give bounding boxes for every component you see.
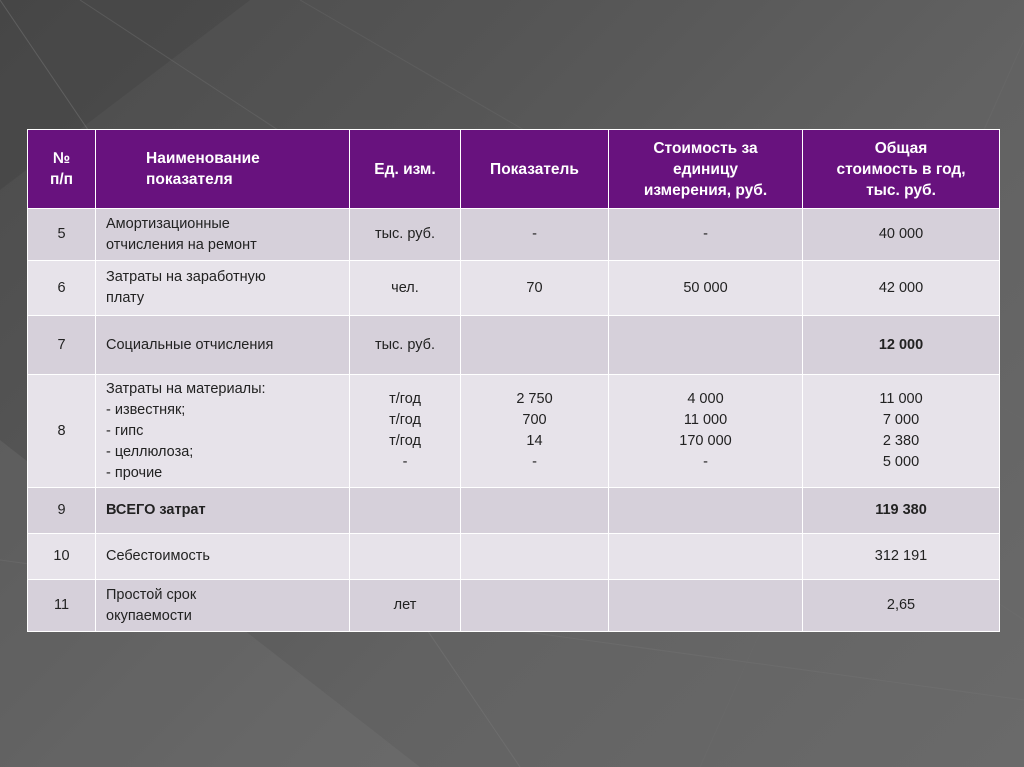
row-num: 10 <box>28 534 96 580</box>
row-name: Простой срок окупаемости <box>96 580 350 632</box>
table-row <box>28 316 1000 375</box>
row-name: Амортизационные отчисления на ремонт <box>96 209 350 261</box>
row-name: ВСЕГО затрат <box>96 488 350 534</box>
row-unit-cost <box>609 488 803 534</box>
row-total: 42 000 <box>803 261 1000 316</box>
header-value: Показатель <box>461 130 609 209</box>
header-unit: Ед. изм. <box>350 130 461 209</box>
row-num: 11 <box>28 580 96 632</box>
row-total: 2,65 <box>803 580 1000 632</box>
row-unit-cost: - <box>609 209 803 261</box>
row-unit-cost <box>609 534 803 580</box>
cost-table <box>27 129 1000 632</box>
table-row <box>28 209 1000 261</box>
row-value <box>461 580 609 632</box>
row-total: 40 000 <box>803 209 1000 261</box>
row-num: 8 <box>28 375 96 488</box>
row-num: 5 <box>28 209 96 261</box>
header-num: № п/п <box>28 130 96 209</box>
row-unit <box>350 488 461 534</box>
row-unit: т/год т/год т/год - <box>350 375 461 488</box>
row-value: 70 <box>461 261 609 316</box>
row-unit-cost: 50 000 <box>609 261 803 316</box>
header-total: Общая стоимость в год, тыс. руб. <box>803 130 1000 209</box>
row-unit-cost <box>609 316 803 375</box>
table-header-row <box>28 130 1000 209</box>
row-name: Затраты на материалы: - известняк; - гипс - целлюлоза; - прочие <box>96 375 350 488</box>
row-num: 6 <box>28 261 96 316</box>
table-row <box>28 488 1000 534</box>
header-unit-cost: Стоимость за единицу измерения, руб. <box>609 130 803 209</box>
row-total: 312 191 <box>803 534 1000 580</box>
row-total: 11 000 7 000 2 380 5 000 <box>803 375 1000 488</box>
row-name: Социальные отчисления <box>96 316 350 375</box>
row-value <box>461 488 609 534</box>
row-unit: лет <box>350 580 461 632</box>
row-num: 7 <box>28 316 96 375</box>
table-row <box>28 375 1000 488</box>
row-value <box>461 534 609 580</box>
row-unit-cost <box>609 580 803 632</box>
table-row <box>28 534 1000 580</box>
row-total: 12 000 <box>803 316 1000 375</box>
row-unit <box>350 534 461 580</box>
row-value: - <box>461 209 609 261</box>
row-unit: чел. <box>350 261 461 316</box>
row-unit: тыс. руб. <box>350 209 461 261</box>
row-name: Себестоимость <box>96 534 350 580</box>
row-total: 119 380 <box>803 488 1000 534</box>
table-row <box>28 261 1000 316</box>
table-row <box>28 580 1000 632</box>
row-unit: тыс. руб. <box>350 316 461 375</box>
row-value: 2 750 700 14 - <box>461 375 609 488</box>
header-name: Наименование показателя <box>96 130 350 209</box>
row-num: 9 <box>28 488 96 534</box>
row-value <box>461 316 609 375</box>
row-name: Затраты на заработную плату <box>96 261 350 316</box>
row-unit-cost: 4 000 11 000 170 000 - <box>609 375 803 488</box>
